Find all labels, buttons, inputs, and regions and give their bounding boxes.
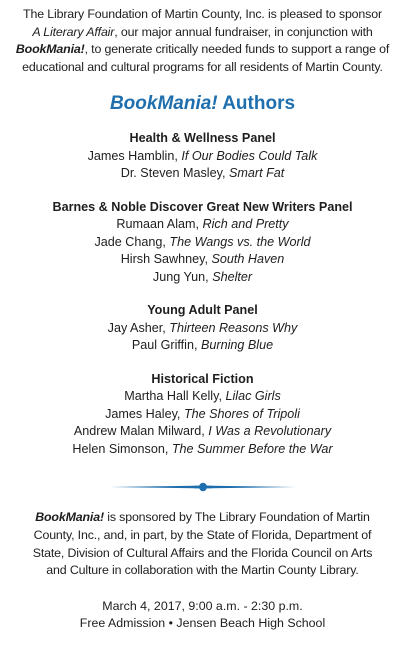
author-name: Helen Simonson,	[72, 441, 172, 456]
panel-title: Health & Wellness Panel	[129, 131, 276, 146]
intro-line: BookMania!, to generate critically needed funds to support a range of	[15, 42, 390, 57]
event-name: A Literary Affair	[32, 24, 115, 39]
ornament-divider	[108, 482, 298, 492]
author-name: Jay Asher,	[107, 320, 170, 335]
event-datetime: March 4, 2017, 9:00 a.m. - 2:30 p.m.	[102, 598, 303, 613]
author-entry	[8, 234, 397, 252]
heading-brand: BookMania!	[109, 93, 218, 115]
book-title: If Our Bodies Could Talk	[181, 148, 318, 163]
author-entry	[8, 337, 397, 355]
author-entry	[8, 388, 397, 406]
book-title: The Summer Before the War	[171, 441, 333, 456]
author-name: Rumaan Alam,	[116, 217, 203, 232]
sponsor-line: State, Division of Cultural Affairs and the Florida Council on Arts	[32, 545, 373, 560]
sponsor-line: and Culture in collaboration with the Martin County Library.	[46, 563, 359, 578]
divider-left-taper	[110, 486, 194, 488]
author-name: James Haley,	[105, 406, 184, 421]
divider-ornament-icon	[108, 482, 298, 492]
intro-line: The Library Foundation of Martin County, Inc. is pleased to sponsor	[23, 7, 382, 21]
intro-paragraph	[8, 6, 397, 76]
bullet-separator: •	[168, 616, 173, 631]
author-name: Hirsh Sawhney,	[120, 252, 212, 267]
panels-list	[8, 130, 397, 458]
author-entry	[8, 320, 397, 338]
author-entry	[8, 148, 397, 166]
panel-title: Young Adult Panel	[147, 303, 258, 318]
book-title: Burning Blue	[200, 338, 274, 353]
authors-heading	[8, 93, 397, 115]
book-title: Rich and Pretty	[202, 217, 289, 232]
author-name: Jade Chang,	[94, 234, 170, 249]
panel-health-wellness	[8, 130, 397, 183]
brand-name: BookMania!	[35, 510, 104, 525]
venue-text: Jensen Beach High School	[176, 616, 326, 631]
author-name: Martha Hall Kelly,	[124, 389, 226, 404]
author-name: Jung Yun,	[152, 269, 213, 284]
brand-name: BookMania!	[15, 42, 85, 57]
event-location-line	[8, 615, 397, 633]
book-title: South Haven	[211, 252, 285, 267]
panel-title: Barnes & Noble Discover Great New Writers Panel	[52, 199, 353, 214]
author-entry	[8, 216, 397, 234]
author-entry	[8, 251, 397, 269]
panel-historical-fiction	[8, 371, 397, 459]
book-title: The Shores of Tripoli	[183, 406, 300, 421]
author-name: Andrew Malan Milward,	[73, 424, 209, 439]
author-entry	[8, 165, 397, 183]
book-title: I Was a Revolutionary	[208, 424, 332, 439]
intro-line: educational and cultural programs for all residents of Martin County.	[22, 59, 383, 74]
divider-center-dot	[199, 483, 207, 492]
author-name: Dr. Steven Masley,	[120, 166, 229, 181]
divider-right-taper	[212, 486, 296, 488]
author-name: Paul Griffin,	[131, 338, 201, 353]
sponsor-paragraph	[8, 509, 397, 579]
book-title: Thirteen Reasons Why	[169, 320, 298, 335]
intro-line: A Literary Affair, our major annual fundraiser, in conjunction with	[32, 24, 373, 39]
book-title: Shelter	[212, 269, 253, 284]
heading-rest: Authors	[217, 93, 296, 115]
author-entry	[8, 441, 397, 459]
sponsor-line: County, Inc., and, in part, by the State of Florida, Department of	[33, 527, 372, 542]
sponsor-line: BookMania! is sponsored by The Library Foundation of Martin	[35, 510, 370, 525]
panel-title: Historical Fiction	[151, 371, 254, 386]
panel-new-writers	[8, 199, 397, 287]
panel-young-adult	[8, 302, 397, 355]
author-entry	[8, 423, 397, 441]
book-title: The Wangs vs. the World	[169, 234, 311, 249]
admission-text: Free Admission	[79, 616, 166, 631]
event-details	[8, 598, 397, 633]
book-title: Smart Fat	[228, 166, 285, 181]
author-entry	[8, 406, 397, 424]
book-title: Lilac Girls	[225, 389, 281, 404]
author-entry	[8, 269, 397, 287]
author-name: James Hamblin,	[87, 148, 182, 163]
